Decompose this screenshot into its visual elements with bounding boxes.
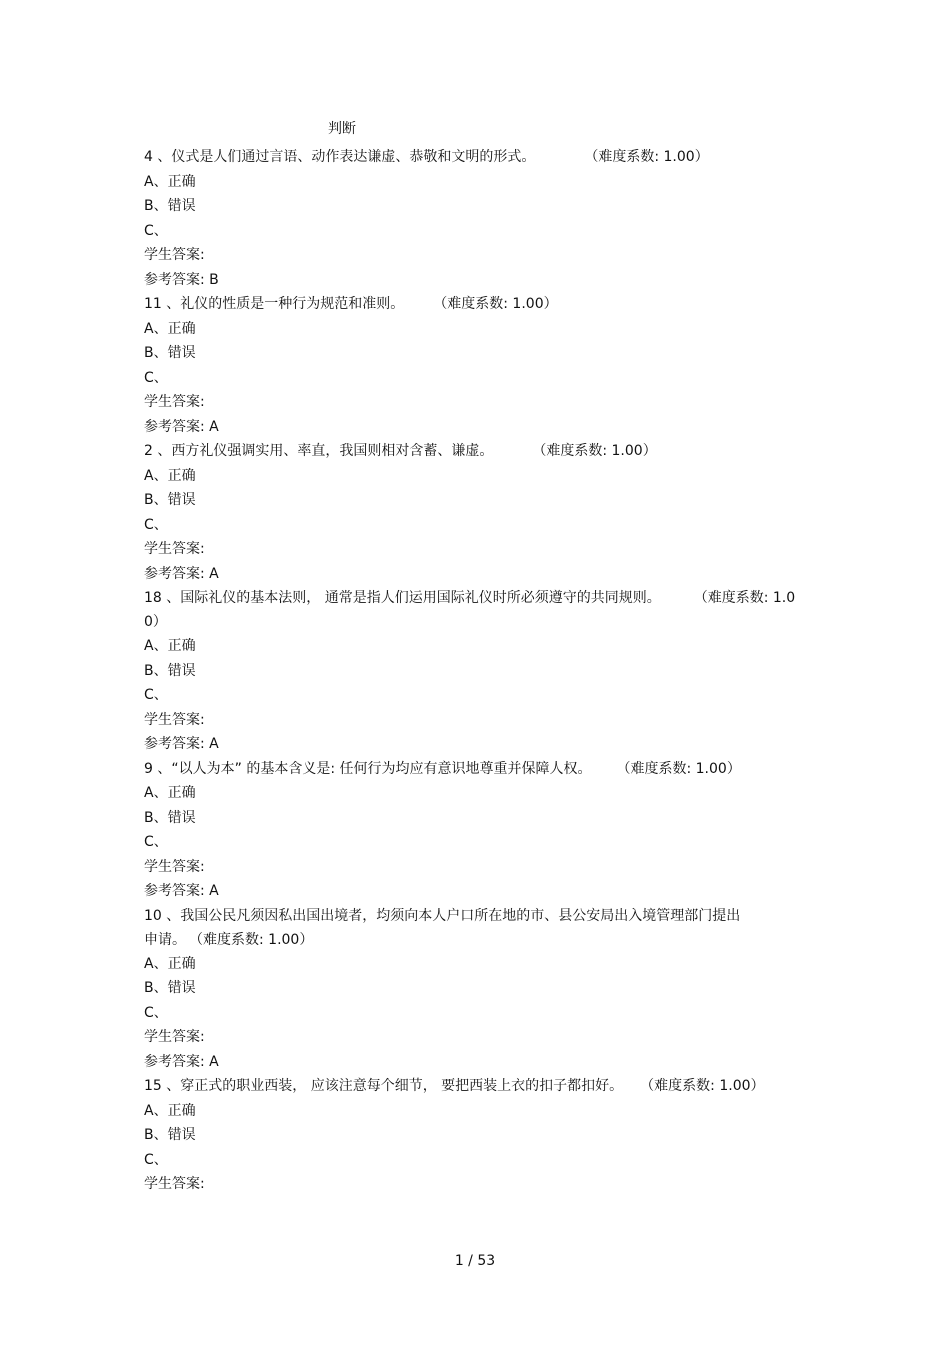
student-answer: 学生答案:: [144, 711, 205, 728]
question-item: [144, 145, 824, 292]
question-text: 11 、礼仪的性质是一种行为规范和准则。: [144, 296, 405, 312]
question-stem: [144, 292, 824, 317]
option-b: B、错误: [144, 198, 196, 214]
student-answer: 学生答案:: [144, 394, 205, 410]
difficulty-label: （难度系数: 1.00）: [647, 1078, 765, 1094]
question-stem: [144, 757, 824, 782]
option-b: B、错误: [144, 980, 196, 996]
reference-answer: 参考答案: B: [144, 271, 219, 288]
question-text: 9 、“以人为本” 的基本含义是: 任何行为均应有意识地尊重并保障人权。: [144, 760, 592, 777]
question-text: 15 、穿正式的职业西装， 应该注意每个细节， 要把西装上衣的扣子都扣好。: [144, 1078, 624, 1094]
question-text: 10 、我国公民凡须因私出国出境者，均须向本人户口所在地的市、县公安局出入境管理部门提出申请。: [144, 907, 741, 948]
option-a: A、正确: [144, 1102, 196, 1119]
option-a: A、正确: [144, 173, 196, 190]
question-item: [144, 292, 824, 439]
question-stem: [144, 904, 744, 952]
option-c: C、: [144, 516, 168, 533]
question-item: [144, 1074, 824, 1197]
question-text: 18 、国际礼仪的基本法则， 通常是指人们运用国际礼仪时所必须遵守的共同规则。: [144, 590, 661, 606]
student-answer: 学生答案:: [144, 1176, 205, 1192]
question-stem: [144, 586, 804, 634]
question-list: [144, 145, 824, 1197]
student-answer: 学生答案:: [144, 858, 205, 875]
option-b: B、错误: [144, 809, 196, 826]
option-c: C、: [144, 687, 168, 703]
option-c: C、: [144, 1151, 168, 1168]
option-a: A、正确: [144, 785, 196, 801]
option-a: A、正确: [144, 467, 196, 484]
difficulty-label: （难度系数: 1.00）: [591, 149, 709, 165]
question-stem: [144, 439, 824, 464]
option-c: C、: [144, 1004, 168, 1021]
difficulty-label: （难度系数: 1.00）: [539, 443, 657, 459]
option-c: C、: [144, 369, 168, 386]
option-a: A、正确: [144, 955, 196, 972]
question-stem: [144, 1074, 824, 1099]
option-c: C、: [144, 222, 168, 239]
option-a: A、正确: [144, 320, 196, 337]
page-number: 1 / 53: [454, 1253, 496, 1269]
student-answer: 学生答案:: [144, 541, 205, 557]
student-answer: 学生答案:: [144, 247, 205, 263]
option-c: C、: [144, 834, 168, 850]
question-item: [144, 439, 824, 586]
reference-answer: 参考答案: A: [144, 418, 219, 435]
option-b: B、错误: [144, 662, 196, 679]
question-text: 2 、西方礼仪强调实用、率直，我国则相对含蓄、谦虚。: [144, 443, 494, 459]
option-b: B、错误: [144, 492, 196, 508]
option-b: B、错误: [144, 345, 196, 361]
difficulty-label: （难度系数: 1.00）: [440, 296, 558, 312]
question-item: [144, 757, 824, 904]
reference-answer: 参考答案: A: [144, 565, 219, 582]
question-text: 4 、仪式是人们通过言语、动作表达谦虚、恭敬和文明的形式。: [144, 149, 536, 165]
reference-answer: 参考答案: A: [144, 883, 219, 899]
question-item: [144, 904, 824, 1075]
student-answer: 学生答案:: [144, 1029, 205, 1045]
difficulty-label: （难度系数: 1.00）: [623, 760, 741, 777]
question-stem: [144, 145, 824, 170]
option-a: A、正确: [144, 638, 196, 654]
section-title: 判断: [328, 121, 356, 137]
question-item: [144, 586, 824, 757]
difficulty-label: （难度系数: 1.00）: [196, 931, 314, 948]
reference-answer: 参考答案: A: [144, 1053, 219, 1070]
option-b: B、错误: [144, 1127, 196, 1143]
reference-answer: 参考答案: A: [144, 736, 219, 752]
difficulty-label: （难度系数: 1.00）: [144, 590, 796, 630]
